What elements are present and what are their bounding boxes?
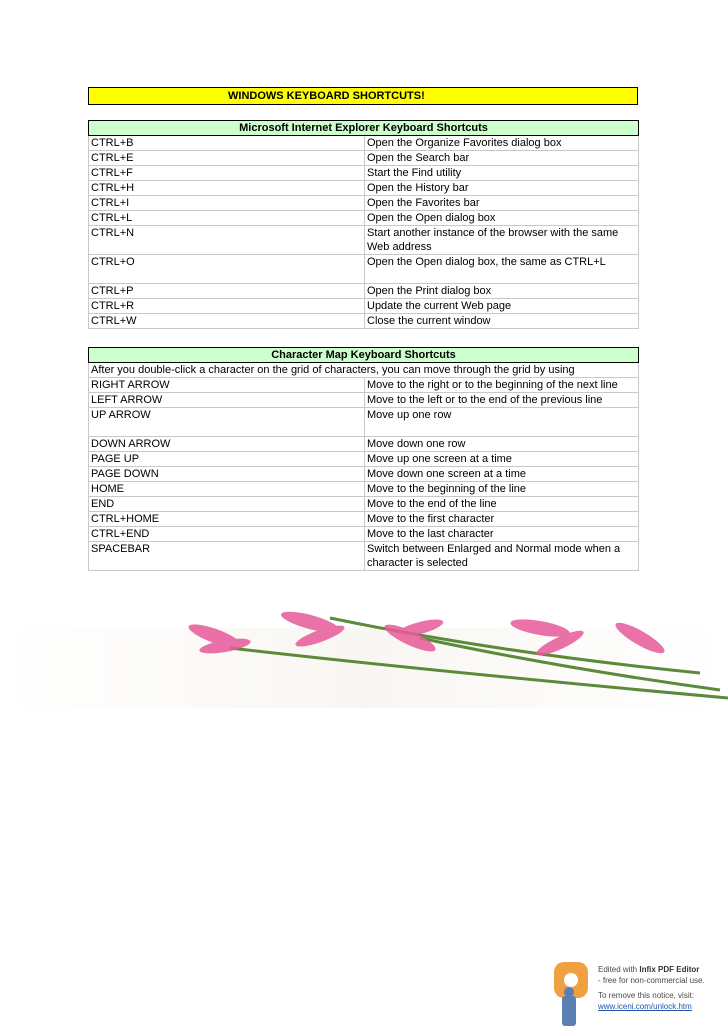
- shortcut-key: PAGE UP: [89, 452, 365, 467]
- shortcut-key: CTRL+B: [89, 136, 365, 151]
- table-row: [89, 284, 639, 299]
- table-row: [89, 437, 639, 452]
- table-row: [89, 497, 639, 512]
- shortcut-description: Move to the end of the line: [365, 497, 639, 512]
- table-row: [89, 314, 639, 329]
- shortcut-description: Close the current window: [365, 314, 639, 329]
- table-row: [89, 255, 639, 284]
- shortcut-key: CTRL+I: [89, 196, 365, 211]
- ie-shortcuts-table: [88, 120, 639, 329]
- table-row: [89, 166, 639, 181]
- table-row: [89, 482, 639, 497]
- table-row: [89, 467, 639, 482]
- table-row: [89, 226, 639, 255]
- main-title-bar: [88, 87, 638, 105]
- shortcut-description: Update the current Web page: [365, 299, 639, 314]
- shortcut-description: Move down one row: [365, 437, 639, 452]
- shortcut-key: CTRL+P: [89, 284, 365, 299]
- shortcut-key: CTRL+W: [89, 314, 365, 329]
- table-row: [89, 408, 639, 437]
- flower-image: [0, 598, 728, 708]
- shortcut-description: Move up one screen at a time: [365, 452, 639, 467]
- shortcut-key: SPACEBAR: [89, 542, 365, 571]
- shortcut-key: CTRL+O: [89, 255, 365, 284]
- table-row: [89, 211, 639, 226]
- shortcut-description: Move to the beginning of the line: [365, 482, 639, 497]
- main-title: WINDOWS KEYBOARD SHORTCUTS!: [228, 90, 425, 102]
- shortcut-key: CTRL+H: [89, 181, 365, 196]
- shortcut-description: Open the History bar: [365, 181, 639, 196]
- shortcut-key: PAGE DOWN: [89, 467, 365, 482]
- table-row: [89, 136, 639, 151]
- shortcut-key: RIGHT ARROW: [89, 378, 365, 393]
- shortcut-key: CTRL+F: [89, 166, 365, 181]
- shortcut-description: Move to the last character: [365, 527, 639, 542]
- table-row: [89, 196, 639, 211]
- infix-logo-icon: [548, 958, 594, 1028]
- table-row: [89, 542, 639, 571]
- table-row: [89, 512, 639, 527]
- shortcut-key: CTRL+END: [89, 527, 365, 542]
- table-row: [89, 393, 639, 408]
- shortcut-description: Move to the left or to the end of the previous line: [365, 393, 639, 408]
- notice-line2: - free for non-commercial use.: [598, 976, 705, 985]
- charmap-section-title: Character Map Keyboard Shortcuts: [89, 348, 639, 363]
- table-row: [89, 452, 639, 467]
- shortcut-description: Move to the right or to the beginning of the next line: [365, 378, 639, 393]
- shortcut-key: HOME: [89, 482, 365, 497]
- notice-brand: Infix PDF Editor: [639, 965, 700, 974]
- shortcut-description: Open the Open dialog box: [365, 211, 639, 226]
- shortcut-key: CTRL+HOME: [89, 512, 365, 527]
- shortcut-key: DOWN ARROW: [89, 437, 365, 452]
- shortcut-description: Open the Search bar: [365, 151, 639, 166]
- shortcut-description: Move up one row: [365, 408, 639, 437]
- shortcut-description: Switch between Enlarged and Normal mode when a character is selected: [365, 542, 639, 571]
- shortcut-description: Start another instance of the browser with the same Web address: [365, 226, 639, 255]
- shortcut-key: CTRL+N: [89, 226, 365, 255]
- shortcut-description: Open the Open dialog box, the same as CTRL+L: [365, 255, 639, 284]
- shortcut-description: Move to the first character: [365, 512, 639, 527]
- table-row: [89, 378, 639, 393]
- shortcut-key: CTRL+R: [89, 299, 365, 314]
- charmap-intro: After you double-click a character on the grid of characters, you can move through the grid by using: [89, 363, 639, 378]
- ie-section-title: Microsoft Internet Explorer Keyboard Shortcuts: [89, 121, 639, 136]
- shortcut-description: Open the Organize Favorites dialog box: [365, 136, 639, 151]
- shortcut-key: UP ARROW: [89, 408, 365, 437]
- table-row: [89, 527, 639, 542]
- notice-link[interactable]: www.iceni.com/unlock.htm: [598, 1002, 692, 1011]
- shortcut-key: CTRL+E: [89, 151, 365, 166]
- shortcut-description: Start the Find utility: [365, 166, 639, 181]
- table-row: [89, 181, 639, 196]
- notice-line3: To remove this notice, visit:: [598, 991, 695, 1000]
- shortcut-key: LEFT ARROW: [89, 393, 365, 408]
- shortcut-key: END: [89, 497, 365, 512]
- charmap-shortcuts-table: [88, 347, 639, 571]
- shortcut-key: CTRL+L: [89, 211, 365, 226]
- shortcut-description: Open the Print dialog box: [365, 284, 639, 299]
- table-row: [89, 299, 639, 314]
- shortcut-description: Open the Favorites bar: [365, 196, 639, 211]
- notice-prefix: Edited with: [598, 965, 640, 974]
- infix-notice: [598, 964, 705, 1012]
- table-row: [89, 151, 639, 166]
- shortcut-description: Move down one screen at a time: [365, 467, 639, 482]
